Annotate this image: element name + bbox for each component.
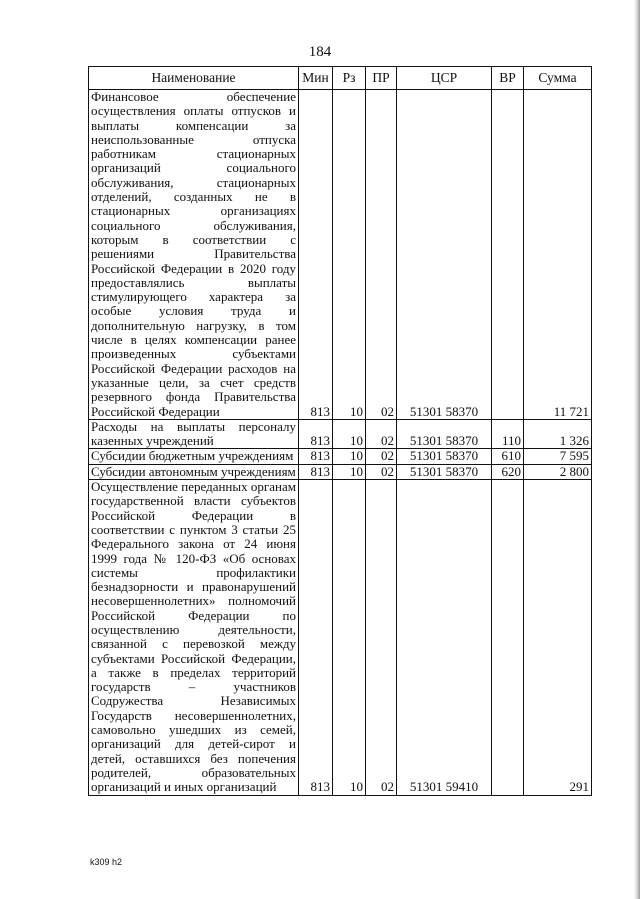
row-pr: 02 xyxy=(366,480,397,796)
header-sum: Сумма xyxy=(524,67,592,90)
row-min: 813 xyxy=(299,449,333,464)
row-csr: 51301 58370 xyxy=(397,419,492,449)
row-name: Субсидии автономным учреждениям xyxy=(89,464,299,479)
row-pr: 02 xyxy=(366,449,397,464)
row-sum: 7 595 xyxy=(524,449,592,464)
header-vr: ВР xyxy=(492,67,524,90)
table-row xyxy=(89,419,592,449)
row-vr: 110 xyxy=(492,419,524,449)
row-sum: 291 xyxy=(524,480,592,796)
row-vr xyxy=(492,480,524,796)
table-row xyxy=(89,90,592,420)
row-pr: 02 xyxy=(366,419,397,449)
header-rz: Рз xyxy=(333,67,366,90)
row-min: 813 xyxy=(299,480,333,796)
row-vr: 610 xyxy=(492,449,524,464)
row-min: 813 xyxy=(299,419,333,449)
row-vr: 620 xyxy=(492,464,524,479)
row-csr: 51301 59410 xyxy=(397,480,492,796)
row-vr xyxy=(492,90,524,420)
budget-table xyxy=(88,66,592,796)
table-header-row xyxy=(89,67,592,90)
row-name: Расходы на выплаты персоналу казенных учреждений xyxy=(89,419,299,449)
row-name: Субсидии бюджетным учреждениям xyxy=(89,449,299,464)
row-csr: 51301 58370 xyxy=(397,90,492,420)
row-pr: 02 xyxy=(366,464,397,479)
row-name: Финансовое обеспечение осуществления оплаты отпусков и выплаты компенсации за неиспользованные отпуска работникам стационарных организаций социального обслуживания, стационарных отделений, созданных не в стационарных организациях социального обслуживания, которым в соответствии с решениями Правительства Российской Федерации в 2020 году предоставлялись выплаты стимулирующего характера за особые условия труда и дополнительную нагрузку, в том числе в целях компенсации ранее произведенных субъектами Российской Федерации расходов на указанные цели, за счет средств резервного фонда Правительства Российской Федерации xyxy=(89,90,299,420)
row-sum: 1 326 xyxy=(524,419,592,449)
header-min: Мин xyxy=(299,67,333,90)
header-pr: ПР xyxy=(366,67,397,90)
row-rz: 10 xyxy=(333,419,366,449)
row-rz: 10 xyxy=(333,449,366,464)
page-number: 184 xyxy=(308,44,332,60)
row-min: 813 xyxy=(299,464,333,479)
table-row xyxy=(89,449,592,464)
table-row xyxy=(89,464,592,479)
scan-edge-shadow xyxy=(634,0,640,899)
row-csr: 51301 58370 xyxy=(397,449,492,464)
header-csr: ЦСР xyxy=(397,67,492,90)
row-name: Осуществление переданных органам государственной власти субъектов Российской Федерации в соответствии с пунктом 3 статьи 25 Федерального закона от 24 июня 1999 года № 120-ФЗ «Об основах системы профилактики безнадзорности и правонарушений несовершеннолетних» полномочий Российской Федерации по осуществлению деятельности, связанной с перевозкой между субъектами Российской Федерации, а также в пределах территорий государств – участников Содружества Независимых Государств несовершеннолетних, самовольно ушедших из семей, организаций для детей-сирот и детей, оставшихся без попечения родителей, образовательных организаций и иных организаций xyxy=(89,480,299,796)
row-min: 813 xyxy=(299,90,333,420)
row-rz: 10 xyxy=(333,464,366,479)
row-csr: 51301 58370 xyxy=(397,464,492,479)
header-name: Наименование xyxy=(89,67,299,90)
row-pr: 02 xyxy=(366,90,397,420)
table-row xyxy=(89,480,592,796)
row-rz: 10 xyxy=(333,480,366,796)
row-sum: 2 800 xyxy=(524,464,592,479)
row-sum: 11 721 xyxy=(524,90,592,420)
row-rz: 10 xyxy=(333,90,366,420)
footer-code: k309 h2 xyxy=(90,857,123,867)
